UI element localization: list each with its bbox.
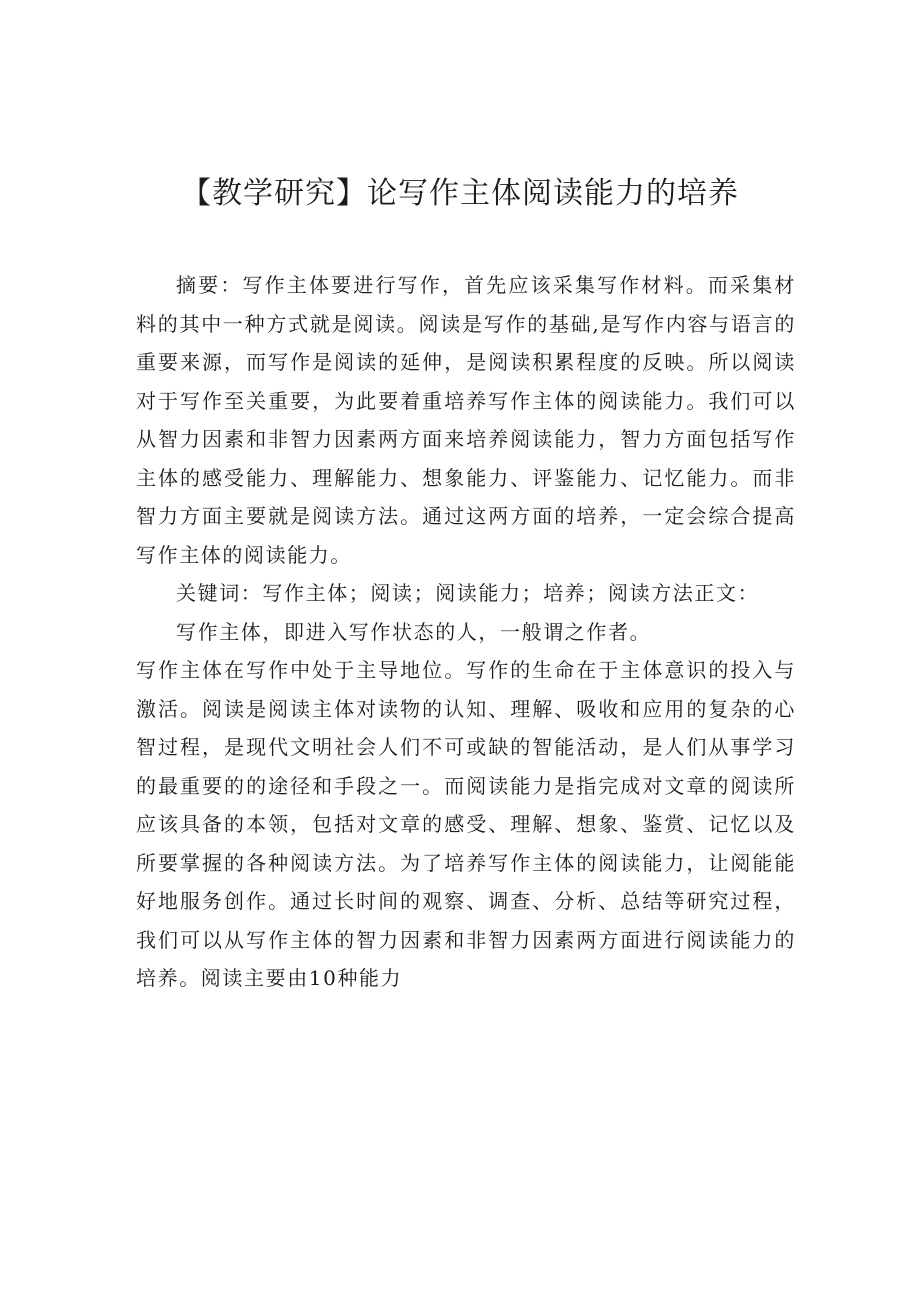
body-paragraph: 写作主体在写作中处于主导地位。写作的生命在于主体意识的投入与激活。阅读是阅读主体对读物的认知、理解、吸收和应用的复杂的心智过程，是现代文明社会人们不可或缺的智能活动，是人们从事学习的最重要的的途径和手段之一。而阅读能力是指完成对文章的阅读所应该具备的本领，包括对文章的感受、理解、想象、鉴赏、记忆以及所要掌握的各种阅读方法。为了培养写作主体的阅读能力，让阅能能好地服务创作。通过长时间的观察、调查、分析、总结等研究过程，我们可以从写作主体的智力因素和非智力因素两方面进行阅读能力的培养。阅读主要由10种能力	[136, 658, 796, 990]
abstract-paragraph: 摘要：写作主体要进行写作，首先应该采集写作材料。而采集材料的其中一种方式就是阅读。阅读是写作的基础,是写作内容与语言的重要来源，而写作是阅读的延伸，是阅读积累程度的反映。所以阅读对于写作至关重要，为此要着重培养写作主体的阅读能力。我们可以从智力因素和非智力因素两方面来培养阅读能力，智力方面包括写作主体的感受能力、理解能力、想象能力、评鉴能力、记忆能力。而非智力方面主要就是阅读方法。通过这两方面的培养，一定会综合提高写作主体的阅读能力。	[136, 273, 796, 567]
document-title: 【教学研究】论写作主体阅读能力的培养	[181, 176, 739, 211]
keywords-paragraph: 关键词：写作主体；阅读；阅读能力；培养；阅读方法正文：	[176, 581, 760, 605]
definition-paragraph: 写作主体，即进入写作状态的人，一般谓之作者。	[176, 619, 652, 644]
document-body	[136, 266, 796, 998]
